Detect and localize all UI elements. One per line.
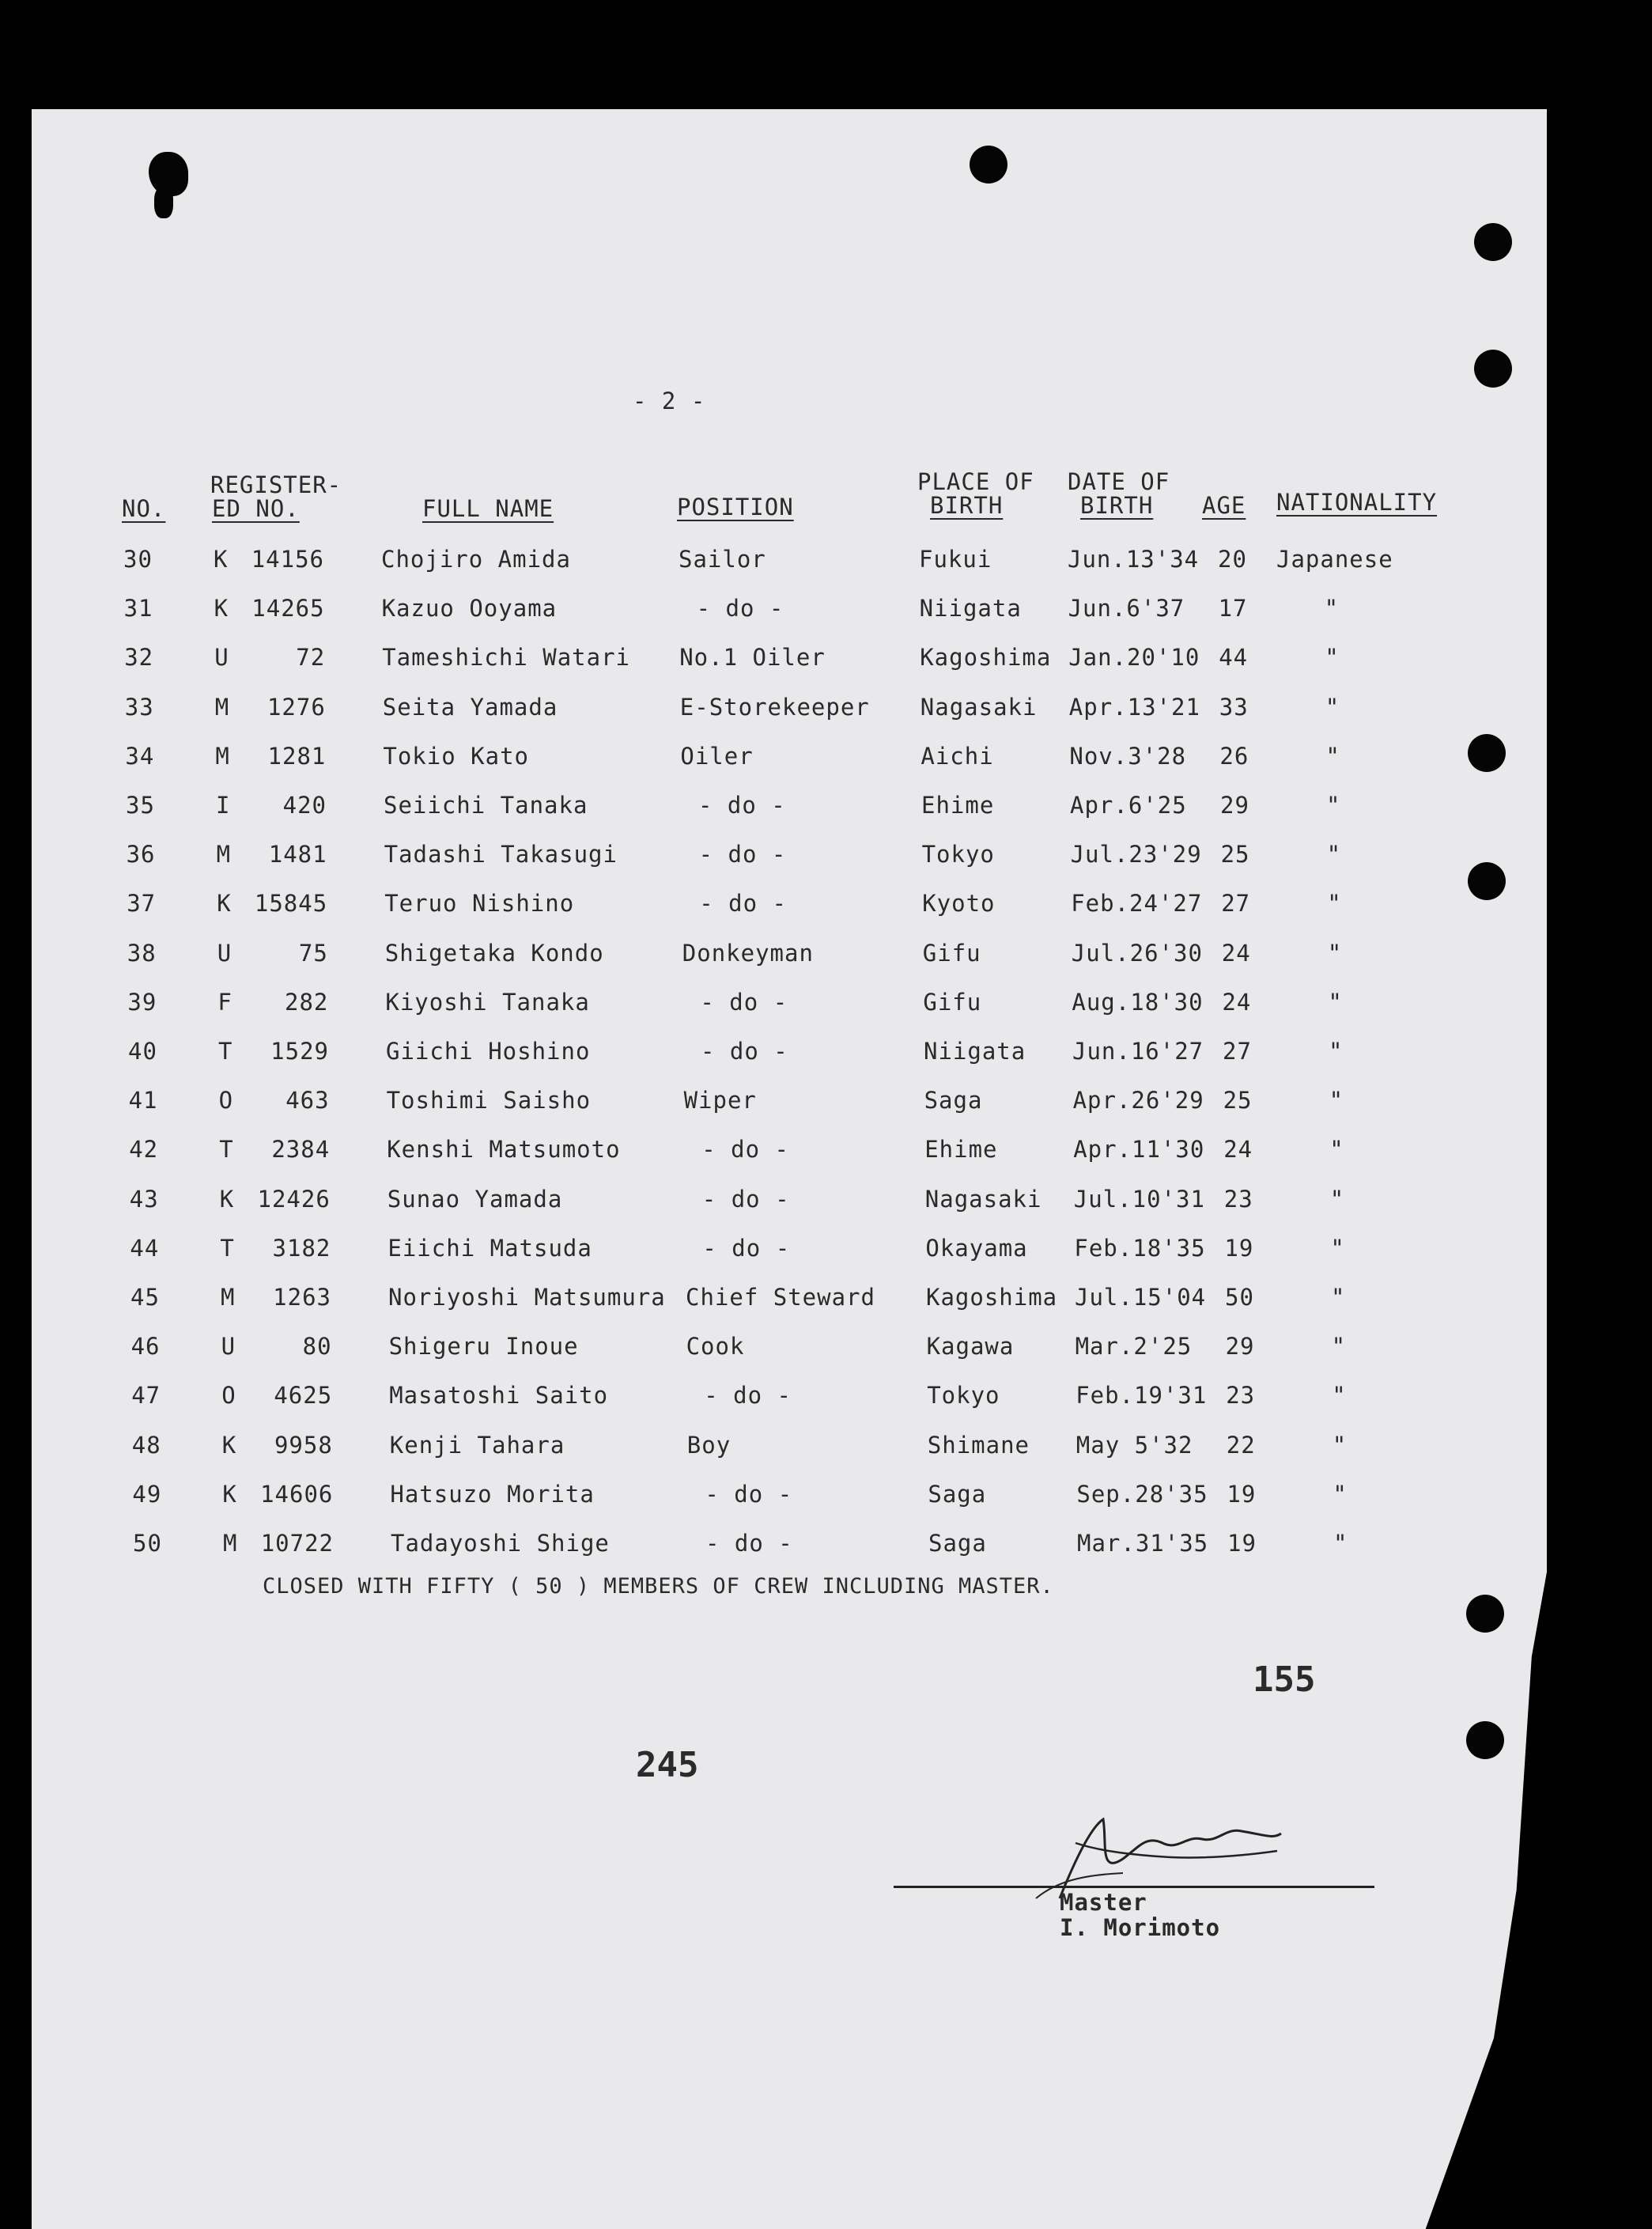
header-full-name: FULL NAME bbox=[422, 495, 554, 522]
cell-nationality: " bbox=[1329, 1038, 1344, 1065]
signature-line bbox=[894, 1886, 1374, 1888]
cell-place-of-birth: Nagasaki bbox=[920, 693, 1038, 721]
cell-reg-number: 2384 bbox=[271, 1136, 331, 1164]
cell-full-name: Sunao Yamada bbox=[387, 1185, 563, 1213]
cell-no: 33 bbox=[124, 693, 154, 721]
cell-age: 29 bbox=[1225, 1333, 1255, 1360]
cell-place-of-birth: Okayama bbox=[925, 1234, 1028, 1262]
cell-reg-letter: M bbox=[215, 742, 230, 770]
table-row bbox=[0, 546, 1652, 577]
cell-place-of-birth: Nagasaki bbox=[924, 1185, 1042, 1213]
cell-age: 50 bbox=[1225, 1284, 1254, 1311]
cell-no: 41 bbox=[128, 1087, 158, 1114]
cell-no: 44 bbox=[130, 1234, 160, 1262]
page-number: 245 bbox=[636, 1745, 699, 1785]
cell-nationality: " bbox=[1325, 742, 1340, 770]
cell-nationality: " bbox=[1331, 1284, 1346, 1311]
cell-full-name: Tadashi Takasugi bbox=[384, 841, 618, 869]
cell-full-name: Teruo Nishino bbox=[384, 890, 575, 918]
cell-full-name: Chojiro Amida bbox=[381, 546, 571, 573]
cell-position: - do - bbox=[700, 988, 788, 1016]
cell-reg-number: 1281 bbox=[267, 742, 327, 770]
cell-place-of-birth: Saga bbox=[928, 1480, 987, 1508]
table-row bbox=[0, 890, 1652, 921]
cell-reg-number: 3182 bbox=[272, 1234, 331, 1262]
cell-reg-letter: K bbox=[217, 890, 232, 918]
cell-full-name: Seiichi Tanaka bbox=[384, 792, 588, 819]
cell-date-of-birth: Jul.26'30 bbox=[1071, 939, 1203, 967]
cell-place-of-birth: Kagawa bbox=[926, 1333, 1015, 1360]
cell-position: Cook bbox=[686, 1333, 745, 1360]
cell-date-of-birth: Mar.31'35 bbox=[1077, 1530, 1209, 1557]
cell-nationality: " bbox=[1332, 1431, 1348, 1459]
cell-age: 19 bbox=[1227, 1480, 1257, 1508]
cell-no: 42 bbox=[129, 1136, 159, 1164]
cell-no: 43 bbox=[129, 1185, 159, 1213]
cell-age: 27 bbox=[1223, 1038, 1252, 1065]
cell-no: 34 bbox=[125, 742, 155, 770]
cell-position: No.1 Oiler bbox=[679, 644, 826, 672]
table-row bbox=[0, 1284, 1652, 1315]
cell-reg-letter: K bbox=[214, 595, 229, 623]
cell-no: 49 bbox=[132, 1480, 162, 1508]
signature-name: I. Morimoto bbox=[1060, 1914, 1221, 1941]
cell-position: - do - bbox=[702, 1234, 791, 1262]
cell-full-name: Kenji Tahara bbox=[389, 1431, 565, 1459]
cell-reg-letter: M bbox=[223, 1530, 238, 1557]
cell-reg-number: 14606 bbox=[260, 1480, 334, 1508]
cell-reg-letter: U bbox=[217, 939, 232, 967]
cell-date-of-birth: Nov.3'28 bbox=[1069, 742, 1187, 770]
cell-reg-number: 75 bbox=[298, 939, 328, 967]
cell-reg-letter: T bbox=[218, 1038, 233, 1065]
cell-date-of-birth: Feb.24'27 bbox=[1071, 890, 1203, 918]
cell-position: Chief Steward bbox=[686, 1284, 875, 1311]
cell-nationality: " bbox=[1331, 1333, 1347, 1360]
cell-age: 23 bbox=[1226, 1382, 1256, 1410]
header-registered-line2: ED NO. bbox=[212, 495, 300, 522]
header-date-of-birth-line2: BIRTH bbox=[1080, 492, 1154, 519]
cell-nationality: " bbox=[1324, 595, 1340, 623]
cell-place-of-birth: Kagoshima bbox=[926, 1284, 1058, 1311]
cell-place-of-birth: Tokyo bbox=[921, 841, 995, 869]
cell-reg-number: 420 bbox=[282, 792, 327, 819]
cell-reg-letter: K bbox=[221, 1431, 237, 1459]
header-nationality: NATIONALITY bbox=[1276, 489, 1438, 516]
cell-nationality: " bbox=[1325, 693, 1340, 721]
header-place-of-birth-line2: BIRTH bbox=[930, 492, 1004, 519]
punch-hole bbox=[154, 187, 173, 218]
table-row bbox=[0, 1136, 1652, 1167]
cell-position: - do - bbox=[704, 1382, 792, 1410]
cell-nationality: " bbox=[1330, 1234, 1345, 1262]
cell-no: 46 bbox=[130, 1333, 161, 1360]
table-row bbox=[0, 1038, 1652, 1069]
cell-full-name: Shigeru Inoue bbox=[388, 1333, 579, 1360]
cell-reg-number: 12426 bbox=[257, 1185, 331, 1213]
header-no: NO. bbox=[122, 495, 166, 522]
cell-full-name: Masatoshi Saito bbox=[389, 1382, 609, 1410]
cell-reg-number: 1263 bbox=[273, 1284, 331, 1311]
cell-reg-number: 4625 bbox=[274, 1382, 333, 1410]
cell-age: 19 bbox=[1224, 1234, 1254, 1262]
cell-age: 44 bbox=[1219, 644, 1249, 672]
cell-age: 24 bbox=[1223, 1136, 1253, 1164]
table-row bbox=[0, 694, 1652, 725]
cell-place-of-birth: Aichi bbox=[921, 742, 994, 770]
cell-nationality: " bbox=[1326, 841, 1342, 869]
punch-hole bbox=[970, 146, 1007, 184]
cell-reg-number: 72 bbox=[296, 644, 326, 672]
cell-reg-number: 282 bbox=[285, 988, 329, 1016]
signature-title: Master bbox=[1060, 1889, 1147, 1916]
cell-position: - do - bbox=[699, 890, 787, 918]
header-age: AGE bbox=[1202, 492, 1246, 519]
cell-position: - do - bbox=[701, 1185, 790, 1213]
cell-no: 37 bbox=[127, 890, 157, 918]
cell-date-of-birth: Sep.28'35 bbox=[1076, 1480, 1208, 1508]
cell-date-of-birth: Aug.18'30 bbox=[1072, 988, 1204, 1016]
cell-position: - do - bbox=[701, 1038, 788, 1065]
cell-no: 38 bbox=[127, 939, 157, 967]
table-row bbox=[0, 743, 1652, 774]
cell-place-of-birth: Tokyo bbox=[927, 1382, 1000, 1410]
table-row bbox=[0, 1087, 1652, 1118]
cell-reg-letter: M bbox=[221, 1284, 236, 1311]
cell-full-name: Noriyoshi Matsumura bbox=[388, 1284, 666, 1311]
cell-position: - do - bbox=[698, 841, 787, 869]
table-row bbox=[0, 1530, 1652, 1561]
table-row bbox=[0, 644, 1652, 676]
cell-date-of-birth: Feb.18'35 bbox=[1074, 1234, 1206, 1262]
cell-full-name: Giichi Hoshino bbox=[386, 1038, 591, 1065]
header-date-of-birth-line1: DATE OF bbox=[1068, 468, 1170, 495]
cell-no: 47 bbox=[131, 1382, 161, 1410]
cell-place-of-birth: Ehime bbox=[921, 792, 995, 819]
cell-age: 24 bbox=[1221, 939, 1251, 967]
cell-full-name: Tameshichi Watari bbox=[382, 644, 630, 672]
cell-reg-number: 10722 bbox=[260, 1530, 334, 1557]
cell-reg-number: 1481 bbox=[268, 841, 327, 869]
cell-position: - do - bbox=[701, 1136, 789, 1164]
cell-reg-number: 80 bbox=[302, 1333, 332, 1360]
cell-place-of-birth: Shimane bbox=[927, 1431, 1030, 1459]
cell-reg-number: 14265 bbox=[251, 595, 325, 623]
cell-place-of-birth: Ehime bbox=[924, 1136, 998, 1164]
cell-place-of-birth: Kagoshima bbox=[920, 644, 1052, 672]
cell-position: - do - bbox=[698, 792, 786, 819]
cell-date-of-birth: Apr.26'29 bbox=[1072, 1087, 1204, 1114]
cell-reg-number: 15845 bbox=[254, 890, 328, 918]
table-row bbox=[0, 1235, 1652, 1266]
cell-reg-letter: U bbox=[221, 1333, 236, 1360]
cell-place-of-birth: Niigata bbox=[924, 1038, 1026, 1065]
table-row bbox=[0, 940, 1652, 971]
cell-date-of-birth: May 5'32 bbox=[1076, 1431, 1193, 1459]
cell-date-of-birth: Jan.20'10 bbox=[1068, 644, 1200, 672]
cell-reg-letter: T bbox=[220, 1234, 235, 1262]
cell-age: 33 bbox=[1219, 693, 1249, 721]
cell-no: 36 bbox=[126, 841, 156, 869]
cell-date-of-birth: Jul.23'29 bbox=[1070, 841, 1202, 869]
cell-no: 32 bbox=[124, 644, 154, 672]
table-row bbox=[0, 989, 1652, 1020]
header-registered-line1: REGISTER- bbox=[210, 471, 342, 498]
cell-no: 35 bbox=[126, 792, 155, 819]
cell-full-name: Shigetaka Kondo bbox=[384, 939, 604, 967]
cell-reg-number: 463 bbox=[285, 1087, 330, 1114]
cell-age: 29 bbox=[1220, 792, 1249, 819]
stamp-number: 155 bbox=[1253, 1659, 1316, 1700]
cell-date-of-birth: Jun.6'37 bbox=[1068, 595, 1185, 623]
cell-position: Boy bbox=[686, 1431, 731, 1459]
cell-age: 23 bbox=[1223, 1185, 1253, 1213]
cell-date-of-birth: Apr.11'30 bbox=[1073, 1136, 1205, 1164]
cell-no: 30 bbox=[123, 546, 153, 573]
document-page bbox=[32, 109, 1547, 2229]
cell-reg-letter: O bbox=[221, 1382, 236, 1410]
cell-age: 20 bbox=[1218, 546, 1247, 573]
cell-place-of-birth: Saga bbox=[928, 1530, 987, 1557]
cell-position: E-Storekeeper bbox=[679, 693, 870, 721]
cell-place-of-birth: Gifu bbox=[923, 988, 982, 1016]
cell-full-name: Toshimi Saisho bbox=[386, 1087, 592, 1114]
cell-nationality: " bbox=[1326, 792, 1341, 819]
cell-date-of-birth: Jul.10'31 bbox=[1073, 1185, 1205, 1213]
cell-position: Donkeyman bbox=[682, 939, 814, 967]
cell-full-name: Hatsuzo Morita bbox=[390, 1480, 595, 1508]
cell-date-of-birth: Jun.16'27 bbox=[1072, 1038, 1204, 1065]
cell-no: 45 bbox=[130, 1284, 160, 1311]
cell-age: 26 bbox=[1219, 742, 1249, 770]
cell-full-name: Kenshi Matsumoto bbox=[387, 1136, 621, 1164]
page-marker: - 2 - bbox=[633, 388, 706, 414]
cell-nationality: " bbox=[1327, 890, 1342, 918]
cell-reg-letter: O bbox=[218, 1087, 234, 1114]
table-row bbox=[0, 595, 1652, 626]
cell-place-of-birth: Saga bbox=[924, 1087, 983, 1114]
punch-hole bbox=[1474, 350, 1512, 388]
cell-age: 22 bbox=[1226, 1431, 1256, 1459]
cell-no: 31 bbox=[123, 595, 153, 623]
table-row bbox=[0, 1186, 1652, 1217]
table-row bbox=[0, 1333, 1652, 1364]
cell-no: 40 bbox=[128, 1038, 157, 1065]
cell-reg-number: 1529 bbox=[270, 1038, 329, 1065]
cell-nationality: Japanese bbox=[1276, 546, 1393, 573]
cell-reg-number: 1276 bbox=[267, 693, 326, 721]
cell-date-of-birth: Apr.6'25 bbox=[1070, 792, 1187, 819]
cell-date-of-birth: Jun.13'34 bbox=[1068, 546, 1200, 573]
cell-reg-number: 9958 bbox=[274, 1431, 333, 1459]
cell-place-of-birth: Gifu bbox=[922, 939, 981, 967]
cell-nationality: " bbox=[1333, 1480, 1348, 1508]
cell-full-name: Kazuo Ooyama bbox=[381, 595, 558, 623]
cell-position: Oiler bbox=[680, 742, 754, 770]
header-place-of-birth-line1: PLACE OF bbox=[917, 468, 1034, 495]
cell-nationality: " bbox=[1333, 1530, 1348, 1557]
cell-full-name: Eiichi Matsuda bbox=[387, 1234, 592, 1262]
cell-reg-letter: I bbox=[216, 792, 231, 819]
header-position: POSITION bbox=[677, 494, 794, 520]
cell-reg-letter: M bbox=[216, 841, 232, 869]
cell-nationality: " bbox=[1329, 1185, 1345, 1213]
cell-age: 25 bbox=[1223, 1087, 1253, 1114]
cell-reg-number: 14156 bbox=[251, 546, 324, 573]
cell-age: 25 bbox=[1220, 841, 1250, 869]
cell-position: - do - bbox=[696, 595, 784, 623]
cell-reg-letter: K bbox=[214, 546, 229, 573]
cell-nationality: " bbox=[1332, 1382, 1347, 1410]
punch-hole bbox=[1466, 1721, 1504, 1759]
table-row bbox=[0, 1481, 1652, 1512]
cell-age: 27 bbox=[1221, 890, 1251, 918]
cell-full-name: Seita Yamada bbox=[382, 693, 558, 721]
cell-nationality: " bbox=[1329, 1136, 1344, 1164]
cell-full-name: Tokio Kato bbox=[383, 742, 529, 770]
punch-hole bbox=[1474, 223, 1512, 261]
cell-date-of-birth: Apr.13'21 bbox=[1068, 693, 1200, 721]
table-row bbox=[0, 841, 1652, 872]
cell-nationality: " bbox=[1327, 939, 1343, 967]
cell-no: 48 bbox=[131, 1431, 161, 1459]
cell-full-name: Kiyoshi Tanaka bbox=[385, 988, 590, 1016]
cell-age: 24 bbox=[1222, 988, 1252, 1016]
cell-no: 39 bbox=[127, 988, 157, 1016]
cell-nationality: " bbox=[1329, 1087, 1344, 1114]
cell-no: 50 bbox=[133, 1530, 162, 1557]
cell-place-of-birth: Kyoto bbox=[922, 890, 996, 918]
table-row bbox=[0, 792, 1652, 823]
cell-date-of-birth: Mar.2'25 bbox=[1075, 1333, 1193, 1360]
cell-position: Sailor bbox=[679, 546, 766, 573]
cell-age: 17 bbox=[1218, 595, 1248, 623]
closing-statement: CLOSED WITH FIFTY ( 50 ) MEMBERS OF CREW INCLUDING MASTER. bbox=[263, 1574, 1054, 1599]
cell-reg-letter: K bbox=[222, 1480, 237, 1508]
table-row bbox=[0, 1432, 1652, 1463]
cell-reg-letter: T bbox=[219, 1136, 234, 1164]
cell-reg-letter: K bbox=[219, 1185, 235, 1213]
cell-nationality: " bbox=[1328, 988, 1343, 1016]
cell-position: - do - bbox=[705, 1480, 793, 1508]
cell-place-of-birth: Niigata bbox=[919, 595, 1022, 623]
cell-date-of-birth: Jul.15'04 bbox=[1075, 1284, 1207, 1311]
cell-date-of-birth: Feb.19'31 bbox=[1076, 1382, 1208, 1410]
cell-reg-letter: M bbox=[214, 693, 230, 721]
cell-nationality: " bbox=[1325, 644, 1340, 672]
cell-reg-letter: U bbox=[214, 644, 229, 672]
cell-age: 19 bbox=[1227, 1530, 1257, 1557]
cell-position: Wiper bbox=[683, 1087, 757, 1114]
cell-reg-letter: F bbox=[217, 988, 232, 1016]
cell-position: - do - bbox=[705, 1530, 793, 1557]
table-row bbox=[0, 1382, 1652, 1413]
punch-hole bbox=[1466, 1595, 1504, 1633]
cell-place-of-birth: Fukui bbox=[919, 546, 992, 573]
cell-full-name: Tadayoshi Shige bbox=[391, 1530, 610, 1557]
